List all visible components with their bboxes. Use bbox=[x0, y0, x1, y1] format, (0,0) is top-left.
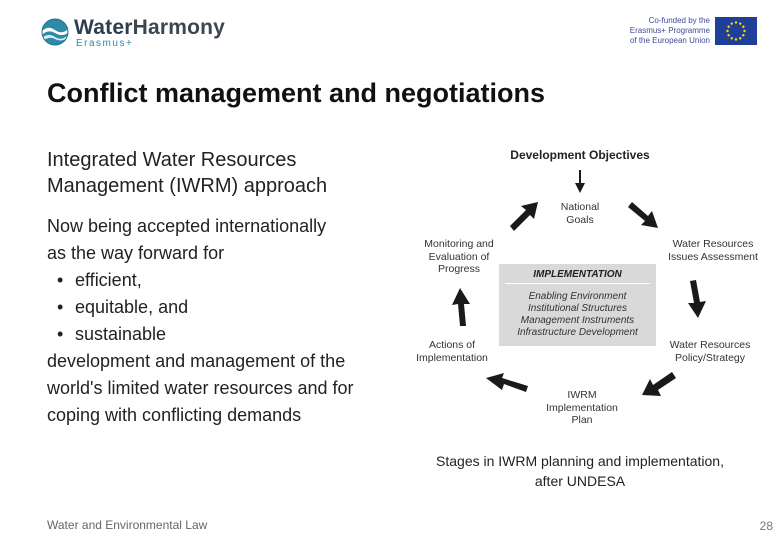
cycle-arrow-icon bbox=[510, 202, 538, 231]
slide-body: Now being accepted internationally as the way forward for • efficient, • equitable, and • sustainable development and management of the world's limited water resources and for coping with conflicting demands bbox=[47, 213, 397, 429]
diagram-caption: Stages in IWRM planning and implementation, after UNDESA bbox=[436, 453, 724, 489]
eu-cofunding-text: Co-funded by the Erasmus+ Programme of the European Union bbox=[629, 16, 710, 45]
actions-label: Actions of Implementation bbox=[416, 339, 488, 364]
eu-star-icon bbox=[742, 26, 744, 28]
iwrm-cycle-diagram bbox=[400, 140, 770, 440]
eu-star-icon bbox=[743, 30, 745, 32]
national-goals-label: National Goals bbox=[560, 201, 600, 226]
eu-star-icon bbox=[731, 37, 733, 39]
slide-subheading: Integrated Water Resources Management (IWRM) approach bbox=[47, 149, 328, 197]
eu-star-icon bbox=[735, 21, 737, 23]
development-objectives-label: Development Objectives bbox=[510, 148, 650, 162]
bullet-item: • equitable, and bbox=[57, 297, 189, 317]
page-number: 28 bbox=[759, 519, 773, 533]
implementation-heading: IMPLEMENTATION bbox=[533, 269, 622, 280]
footer-text: Water and Environmental Law bbox=[47, 518, 208, 532]
policy-strategy-label: Water Resources Policy/Strategy bbox=[669, 339, 751, 364]
eu-star-icon bbox=[739, 22, 741, 24]
divider bbox=[505, 283, 650, 284]
logo-name: WaterHarmony bbox=[74, 16, 226, 39]
cycle-arrow-icon bbox=[486, 373, 528, 392]
eu-star-icon bbox=[735, 38, 737, 40]
implementation-box bbox=[499, 264, 656, 346]
monitoring-label: Monitoring and Evaluation of Progress bbox=[424, 238, 494, 275]
eu-star-icon bbox=[742, 34, 744, 36]
eu-flag-icon bbox=[715, 17, 757, 45]
cycle-arrow-icon bbox=[452, 288, 470, 326]
logo-subtitle: Erasmus+ bbox=[76, 38, 134, 49]
eu-star-icon bbox=[727, 34, 729, 36]
implementation-items: Enabling Environment Institutional Structures Management Instruments Infrastructure Development bbox=[517, 291, 638, 338]
cycle-arrow-icon bbox=[628, 202, 658, 228]
eu-star-icon bbox=[726, 30, 728, 32]
bullet-item: • sustainable bbox=[57, 324, 167, 344]
eu-star-icon bbox=[731, 22, 733, 24]
issues-assessment-label: Water Resources Issues Assessment bbox=[668, 238, 758, 263]
cycle-arrow-icon bbox=[688, 280, 706, 318]
eu-star-icon bbox=[727, 26, 729, 28]
eu-star-icon bbox=[739, 37, 741, 39]
slide-title: Conflict management and negotiations bbox=[47, 78, 546, 108]
implementation-plan-label: IWRM Implementation Plan bbox=[546, 389, 618, 426]
water-wave-icon bbox=[40, 18, 70, 46]
water-harmony-logo bbox=[40, 14, 240, 50]
cycle-arrow-icon bbox=[642, 372, 676, 396]
bullet-item: • efficient, bbox=[57, 270, 142, 290]
